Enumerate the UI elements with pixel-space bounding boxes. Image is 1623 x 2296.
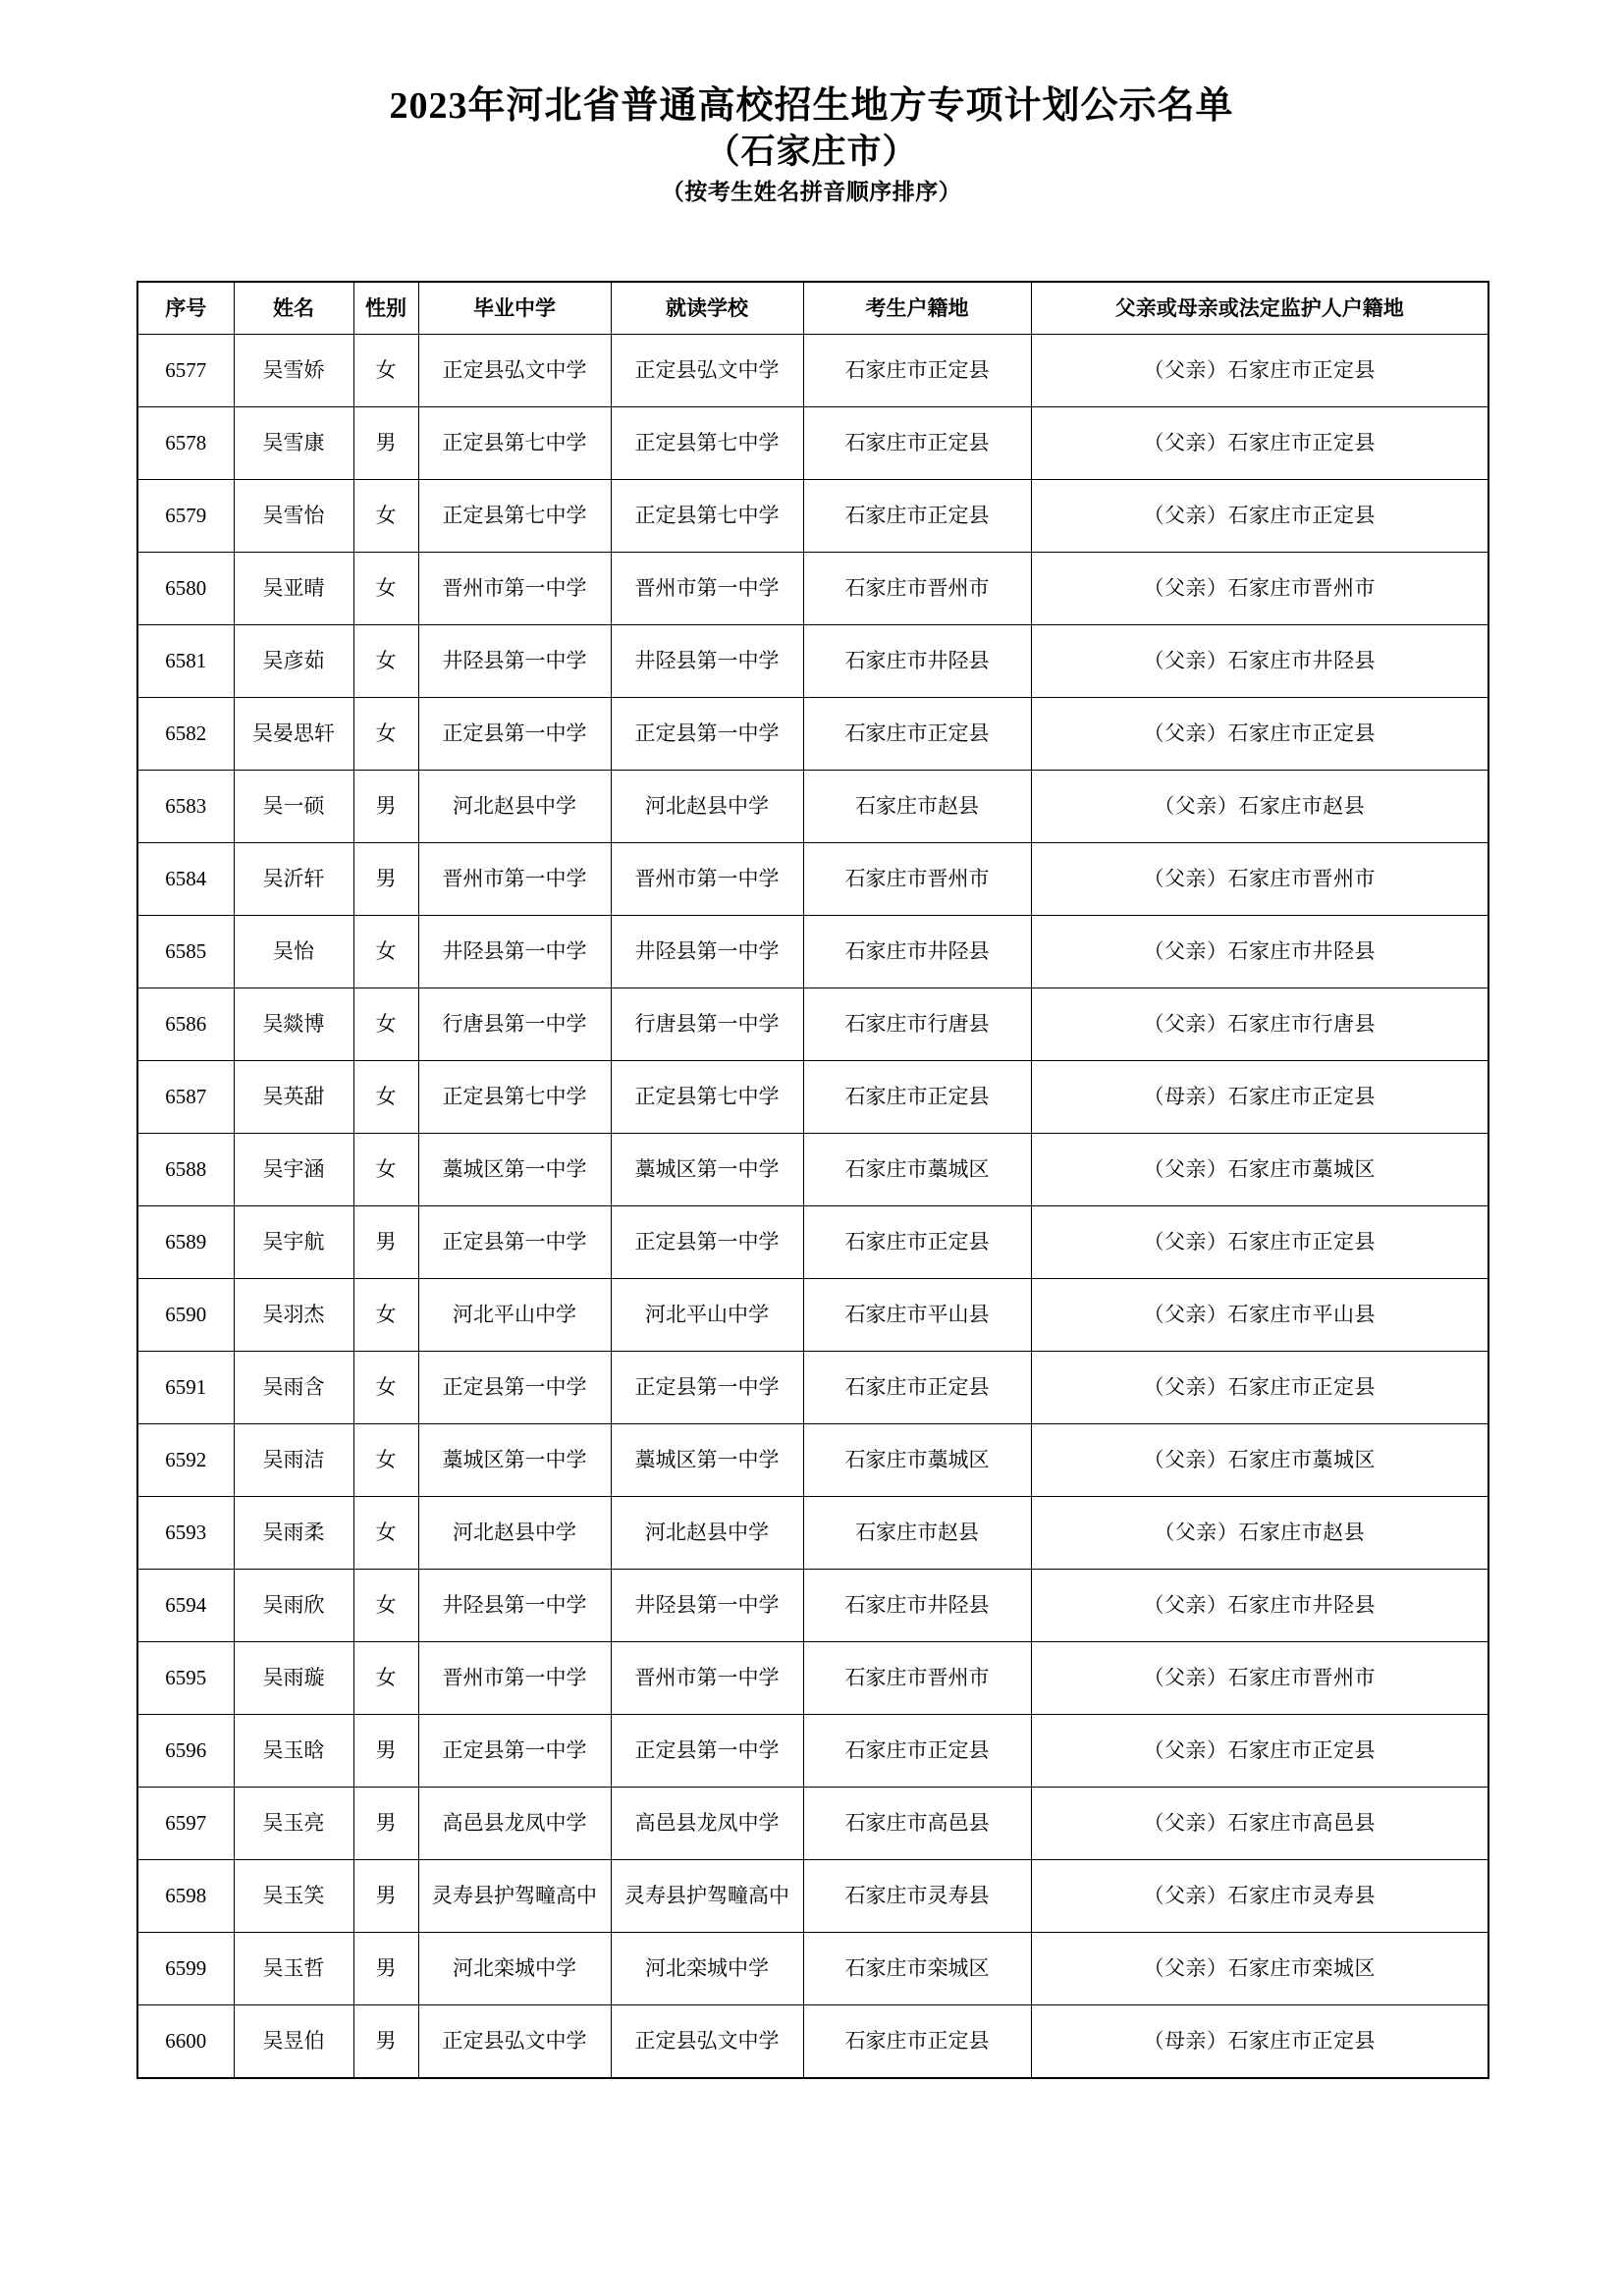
row-cell-guardian-hukou: （父亲）石家庄市行唐县 xyxy=(1031,988,1488,1061)
row-cell-sex: 女 xyxy=(353,698,418,771)
row-cell-candidate-hukou: 石家庄市正定县 xyxy=(803,480,1031,553)
row-cell-graduating-school: 正定县第一中学 xyxy=(418,1352,611,1424)
table-row xyxy=(137,1134,1488,1206)
row-cell-sex: 女 xyxy=(353,1424,418,1497)
table-row xyxy=(137,1279,1488,1352)
row-cell-guardian-hukou: （父亲）石家庄市平山县 xyxy=(1031,1279,1488,1352)
column-header-seq: 序号 xyxy=(137,282,234,335)
column-header-guardian-hukou: 父亲或母亲或法定监护人户籍地 xyxy=(1031,282,1488,335)
row-cell-name: 吴雨洁 xyxy=(234,1424,353,1497)
column-header-candidate-hukou: 考生户籍地 xyxy=(803,282,1031,335)
row-cell-graduating-school: 行唐县第一中学 xyxy=(418,988,611,1061)
row-cell-graduating-school: 正定县第七中学 xyxy=(418,480,611,553)
row-cell-guardian-hukou: （父亲）石家庄市赵县 xyxy=(1031,1497,1488,1570)
roster-table-container xyxy=(136,281,1488,2079)
row-cell-attending-school: 行唐县第一中学 xyxy=(611,988,803,1061)
row-cell-seq: 6592 xyxy=(137,1424,234,1497)
row-cell-candidate-hukou: 石家庄市平山县 xyxy=(803,1279,1031,1352)
row-cell-guardian-hukou: （父亲）石家庄市正定县 xyxy=(1031,335,1488,407)
row-cell-name: 吴雨柔 xyxy=(234,1497,353,1570)
row-cell-guardian-hukou: （父亲）石家庄市正定县 xyxy=(1031,1715,1488,1788)
row-cell-graduating-school: 河北赵县中学 xyxy=(418,1497,611,1570)
row-cell-attending-school: 正定县第一中学 xyxy=(611,1715,803,1788)
row-cell-seq: 6581 xyxy=(137,625,234,698)
row-cell-candidate-hukou: 石家庄市晋州市 xyxy=(803,553,1031,625)
row-cell-name: 吴晏思轩 xyxy=(234,698,353,771)
row-cell-sex: 女 xyxy=(353,1352,418,1424)
row-cell-graduating-school: 河北栾城中学 xyxy=(418,1933,611,2005)
row-cell-seq: 6585 xyxy=(137,916,234,988)
table-row xyxy=(137,1715,1488,1788)
row-cell-attending-school: 晋州市第一中学 xyxy=(611,1642,803,1715)
row-cell-seq: 6579 xyxy=(137,480,234,553)
table-body xyxy=(137,335,1488,2079)
row-cell-seq: 6594 xyxy=(137,1570,234,1642)
table-row xyxy=(137,843,1488,916)
row-cell-guardian-hukou: （父亲）石家庄市藁城区 xyxy=(1031,1134,1488,1206)
row-cell-attending-school: 井陉县第一中学 xyxy=(611,916,803,988)
row-cell-candidate-hukou: 石家庄市正定县 xyxy=(803,407,1031,480)
row-cell-guardian-hukou: （母亲）石家庄市正定县 xyxy=(1031,1061,1488,1134)
row-cell-graduating-school: 藁城区第一中学 xyxy=(418,1424,611,1497)
table-row xyxy=(137,2005,1488,2079)
row-cell-attending-school: 灵寿县护驾疃高中 xyxy=(611,1860,803,1933)
row-cell-graduating-school: 井陉县第一中学 xyxy=(418,625,611,698)
row-cell-sex: 女 xyxy=(353,480,418,553)
table-row xyxy=(137,1642,1488,1715)
row-cell-attending-school: 井陉县第一中学 xyxy=(611,1570,803,1642)
row-cell-guardian-hukou: （父亲）石家庄市灵寿县 xyxy=(1031,1860,1488,1933)
row-cell-sex: 男 xyxy=(353,1933,418,2005)
row-cell-graduating-school: 井陉县第一中学 xyxy=(418,916,611,988)
row-cell-sex: 女 xyxy=(353,553,418,625)
row-cell-attending-school: 正定县第一中学 xyxy=(611,698,803,771)
row-cell-name: 吴彦茹 xyxy=(234,625,353,698)
row-cell-candidate-hukou: 石家庄市赵县 xyxy=(803,771,1031,843)
row-cell-name: 吴燚博 xyxy=(234,988,353,1061)
table-row xyxy=(137,480,1488,553)
row-cell-sex: 女 xyxy=(353,916,418,988)
table-row xyxy=(137,1860,1488,1933)
row-cell-sex: 男 xyxy=(353,1715,418,1788)
row-cell-attending-school: 正定县第一中学 xyxy=(611,1206,803,1279)
page-title: 2023年河北省普通高校招生地方专项计划公示名单 xyxy=(389,85,1234,127)
column-header-attending-school: 就读学校 xyxy=(611,282,803,335)
row-cell-name: 吴雨璇 xyxy=(234,1642,353,1715)
table-row xyxy=(137,553,1488,625)
row-cell-sex: 女 xyxy=(353,335,418,407)
row-cell-candidate-hukou: 石家庄市正定县 xyxy=(803,698,1031,771)
row-cell-attending-school: 晋州市第一中学 xyxy=(611,553,803,625)
table-row xyxy=(137,1497,1488,1570)
row-cell-attending-school: 正定县第一中学 xyxy=(611,1352,803,1424)
row-cell-sex: 女 xyxy=(353,1642,418,1715)
row-cell-name: 吴羽杰 xyxy=(234,1279,353,1352)
row-cell-seq: 6595 xyxy=(137,1642,234,1715)
row-cell-name: 吴一硕 xyxy=(234,771,353,843)
table-row xyxy=(137,916,1488,988)
row-cell-attending-school: 正定县第七中学 xyxy=(611,480,803,553)
row-cell-attending-school: 高邑县龙凤中学 xyxy=(611,1788,803,1860)
table-row xyxy=(137,407,1488,480)
row-cell-name: 吴英甜 xyxy=(234,1061,353,1134)
row-cell-sex: 女 xyxy=(353,1279,418,1352)
column-header-name: 姓名 xyxy=(234,282,353,335)
row-cell-guardian-hukou: （父亲）石家庄市正定县 xyxy=(1031,407,1488,480)
row-cell-graduating-school: 河北赵县中学 xyxy=(418,771,611,843)
row-cell-sex: 女 xyxy=(353,1134,418,1206)
roster-table xyxy=(136,281,1489,2079)
row-cell-attending-school: 晋州市第一中学 xyxy=(611,843,803,916)
row-cell-sex: 男 xyxy=(353,1206,418,1279)
column-header-sex: 性别 xyxy=(353,282,418,335)
row-cell-seq: 6593 xyxy=(137,1497,234,1570)
row-cell-name: 吴玉笑 xyxy=(234,1860,353,1933)
table-row xyxy=(137,335,1488,407)
row-cell-graduating-school: 正定县第七中学 xyxy=(418,1061,611,1134)
row-cell-name: 吴雪康 xyxy=(234,407,353,480)
row-cell-candidate-hukou: 石家庄市行唐县 xyxy=(803,988,1031,1061)
row-cell-seq: 6599 xyxy=(137,1933,234,2005)
row-cell-name: 吴雨含 xyxy=(234,1352,353,1424)
row-cell-sex: 男 xyxy=(353,407,418,480)
row-cell-sex: 女 xyxy=(353,1570,418,1642)
row-cell-seq: 6580 xyxy=(137,553,234,625)
row-cell-candidate-hukou: 石家庄市灵寿县 xyxy=(803,1860,1031,1933)
row-cell-name: 吴宇航 xyxy=(234,1206,353,1279)
row-cell-name: 吴玉哲 xyxy=(234,1933,353,2005)
row-cell-seq: 6587 xyxy=(137,1061,234,1134)
row-cell-name: 吴亚晴 xyxy=(234,553,353,625)
row-cell-candidate-hukou: 石家庄市井陉县 xyxy=(803,1570,1031,1642)
row-cell-graduating-school: 晋州市第一中学 xyxy=(418,1642,611,1715)
row-cell-name: 吴玉亮 xyxy=(234,1788,353,1860)
row-cell-guardian-hukou: （父亲）石家庄市高邑县 xyxy=(1031,1788,1488,1860)
row-cell-guardian-hukou: （父亲）石家庄市正定县 xyxy=(1031,698,1488,771)
row-cell-graduating-school: 正定县第七中学 xyxy=(418,407,611,480)
row-cell-seq: 6596 xyxy=(137,1715,234,1788)
row-cell-sex: 男 xyxy=(353,771,418,843)
row-cell-guardian-hukou: （父亲）石家庄市藁城区 xyxy=(1031,1424,1488,1497)
row-cell-seq: 6586 xyxy=(137,988,234,1061)
document-title-block xyxy=(0,82,1623,208)
row-cell-seq: 6598 xyxy=(137,1860,234,1933)
row-cell-graduating-school: 晋州市第一中学 xyxy=(418,553,611,625)
row-cell-sex: 女 xyxy=(353,1061,418,1134)
row-cell-name: 吴玉晗 xyxy=(234,1715,353,1788)
row-cell-candidate-hukou: 石家庄市井陉县 xyxy=(803,916,1031,988)
page-subtitle-city: （石家庄市） xyxy=(705,133,918,171)
row-cell-candidate-hukou: 石家庄市正定县 xyxy=(803,1206,1031,1279)
row-cell-seq: 6583 xyxy=(137,771,234,843)
row-cell-guardian-hukou: （父亲）石家庄市井陉县 xyxy=(1031,916,1488,988)
row-cell-seq: 6577 xyxy=(137,335,234,407)
table-header-row xyxy=(137,282,1488,335)
row-cell-attending-school: 正定县第七中学 xyxy=(611,407,803,480)
row-cell-graduating-school: 正定县第一中学 xyxy=(418,698,611,771)
row-cell-attending-school: 井陉县第一中学 xyxy=(611,625,803,698)
table-row xyxy=(137,988,1488,1061)
row-cell-candidate-hukou: 石家庄市正定县 xyxy=(803,2005,1031,2079)
row-cell-graduating-school: 正定县弘文中学 xyxy=(418,335,611,407)
row-cell-attending-school: 正定县弘文中学 xyxy=(611,335,803,407)
row-cell-sex: 男 xyxy=(353,2005,418,2079)
row-cell-guardian-hukou: （父亲）石家庄市晋州市 xyxy=(1031,553,1488,625)
table-row xyxy=(137,1352,1488,1424)
row-cell-graduating-school: 灵寿县护驾疃高中 xyxy=(418,1860,611,1933)
row-cell-candidate-hukou: 石家庄市藁城区 xyxy=(803,1134,1031,1206)
row-cell-graduating-school: 河北平山中学 xyxy=(418,1279,611,1352)
row-cell-seq: 6589 xyxy=(137,1206,234,1279)
row-cell-guardian-hukou: （父亲）石家庄市晋州市 xyxy=(1031,1642,1488,1715)
row-cell-guardian-hukou: （父亲）石家庄市赵县 xyxy=(1031,771,1488,843)
table-row xyxy=(137,1424,1488,1497)
table-row xyxy=(137,1061,1488,1134)
row-cell-attending-school: 正定县弘文中学 xyxy=(611,2005,803,2079)
row-cell-name: 吴雨欣 xyxy=(234,1570,353,1642)
row-cell-name: 吴雪娇 xyxy=(234,335,353,407)
row-cell-seq: 6590 xyxy=(137,1279,234,1352)
row-cell-seq: 6591 xyxy=(137,1352,234,1424)
row-cell-attending-school: 藁城区第一中学 xyxy=(611,1134,803,1206)
row-cell-guardian-hukou: （父亲）石家庄市晋州市 xyxy=(1031,843,1488,916)
row-cell-attending-school: 正定县第七中学 xyxy=(611,1061,803,1134)
row-cell-seq: 6600 xyxy=(137,2005,234,2079)
row-cell-guardian-hukou: （父亲）石家庄市正定县 xyxy=(1031,1206,1488,1279)
row-cell-graduating-school: 藁城区第一中学 xyxy=(418,1134,611,1206)
row-cell-seq: 6588 xyxy=(137,1134,234,1206)
row-cell-candidate-hukou: 石家庄市井陉县 xyxy=(803,625,1031,698)
row-cell-name: 吴宇涵 xyxy=(234,1134,353,1206)
row-cell-graduating-school: 正定县第一中学 xyxy=(418,1206,611,1279)
row-cell-guardian-hukou: （父亲）石家庄市栾城区 xyxy=(1031,1933,1488,2005)
row-cell-sex: 男 xyxy=(353,1860,418,1933)
table-row xyxy=(137,1206,1488,1279)
row-cell-seq: 6582 xyxy=(137,698,234,771)
table-row xyxy=(137,625,1488,698)
row-cell-guardian-hukou: （父亲）石家庄市井陉县 xyxy=(1031,1570,1488,1642)
row-cell-graduating-school: 晋州市第一中学 xyxy=(418,843,611,916)
row-cell-candidate-hukou: 石家庄市赵县 xyxy=(803,1497,1031,1570)
row-cell-guardian-hukou: （母亲）石家庄市正定县 xyxy=(1031,2005,1488,2079)
row-cell-guardian-hukou: （父亲）石家庄市正定县 xyxy=(1031,1352,1488,1424)
row-cell-sex: 男 xyxy=(353,1788,418,1860)
row-cell-guardian-hukou: （父亲）石家庄市井陉县 xyxy=(1031,625,1488,698)
row-cell-candidate-hukou: 石家庄市正定县 xyxy=(803,1715,1031,1788)
row-cell-candidate-hukou: 石家庄市正定县 xyxy=(803,335,1031,407)
column-header-graduating-school: 毕业中学 xyxy=(418,282,611,335)
row-cell-candidate-hukou: 石家庄市藁城区 xyxy=(803,1424,1031,1497)
table-row xyxy=(137,771,1488,843)
row-cell-candidate-hukou: 石家庄市晋州市 xyxy=(803,843,1031,916)
table-row xyxy=(137,1570,1488,1642)
row-cell-candidate-hukou: 石家庄市正定县 xyxy=(803,1061,1031,1134)
row-cell-name: 吴沂轩 xyxy=(234,843,353,916)
row-cell-attending-school: 河北平山中学 xyxy=(611,1279,803,1352)
row-cell-name: 吴雪怡 xyxy=(234,480,353,553)
row-cell-graduating-school: 高邑县龙凤中学 xyxy=(418,1788,611,1860)
row-cell-candidate-hukou: 石家庄市栾城区 xyxy=(803,1933,1031,2005)
table-row xyxy=(137,1788,1488,1860)
table-row xyxy=(137,1933,1488,2005)
row-cell-seq: 6578 xyxy=(137,407,234,480)
row-cell-attending-school: 河北赵县中学 xyxy=(611,771,803,843)
row-cell-graduating-school: 井陉县第一中学 xyxy=(418,1570,611,1642)
row-cell-attending-school: 河北赵县中学 xyxy=(611,1497,803,1570)
row-cell-sex: 女 xyxy=(353,1497,418,1570)
row-cell-name: 吴昱伯 xyxy=(234,2005,353,2079)
table-row xyxy=(137,698,1488,771)
row-cell-sex: 男 xyxy=(353,843,418,916)
row-cell-guardian-hukou: （父亲）石家庄市正定县 xyxy=(1031,480,1488,553)
row-cell-candidate-hukou: 石家庄市晋州市 xyxy=(803,1642,1031,1715)
row-cell-attending-school: 河北栾城中学 xyxy=(611,1933,803,2005)
row-cell-sex: 女 xyxy=(353,988,418,1061)
row-cell-name: 吴怡 xyxy=(234,916,353,988)
row-cell-seq: 6597 xyxy=(137,1788,234,1860)
row-cell-seq: 6584 xyxy=(137,843,234,916)
row-cell-sex: 女 xyxy=(353,625,418,698)
row-cell-candidate-hukou: 石家庄市高邑县 xyxy=(803,1788,1031,1860)
row-cell-attending-school: 藁城区第一中学 xyxy=(611,1424,803,1497)
row-cell-graduating-school: 正定县第一中学 xyxy=(418,1715,611,1788)
row-cell-graduating-school: 正定县弘文中学 xyxy=(418,2005,611,2079)
table-header xyxy=(137,282,1488,335)
page-sort-note: （按考生姓名拼音顺序排序） xyxy=(661,180,962,204)
row-cell-candidate-hukou: 石家庄市正定县 xyxy=(803,1352,1031,1424)
